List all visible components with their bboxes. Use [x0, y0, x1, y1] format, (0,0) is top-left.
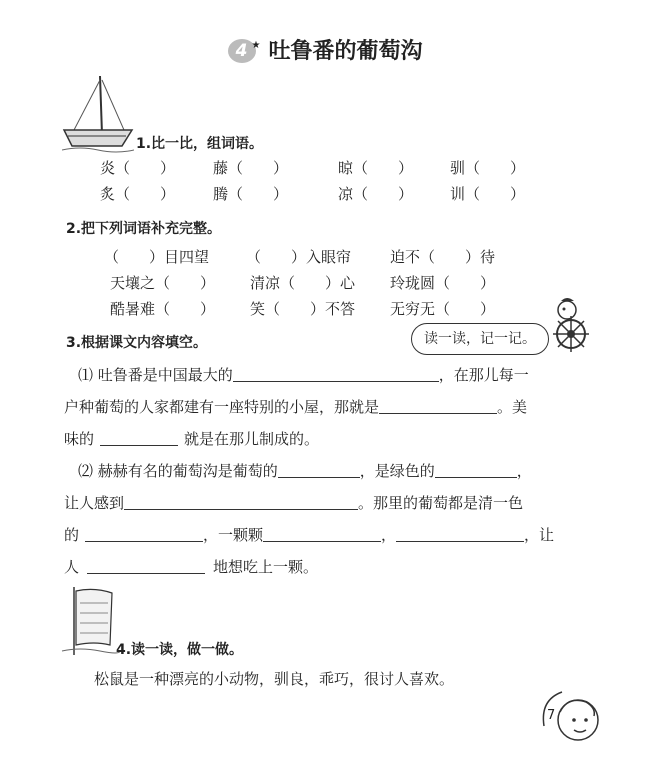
idiom-item: （ ）入眼帘 [246, 248, 352, 266]
speech-bubble: 读一读，记一记。 [411, 323, 549, 355]
fill-blank[interactable] [435, 463, 517, 478]
paragraph-line: 户种葡萄的人家都建有一座特别的小屋，那就是 。美 [64, 398, 528, 416]
idiom-item: 无穷无（ ） [390, 300, 496, 318]
paragraph-line: 人 地想吃上一颗。 [64, 558, 319, 576]
idiom-item: 迫不（ ）待 [390, 248, 496, 266]
bamboo-scroll-icon [60, 585, 120, 657]
fill-blank[interactable] [233, 367, 439, 382]
idiom-item: 清凉（ ）心 [250, 274, 356, 292]
fill-blank[interactable] [396, 527, 524, 542]
fill-blank[interactable] [278, 463, 360, 478]
fill-blank[interactable] [263, 527, 381, 542]
word-item: 训（ ） [450, 185, 526, 203]
fill-blank[interactable] [85, 527, 203, 542]
page-number: 7 [547, 708, 556, 723]
word-item: 藤（ ） [213, 159, 289, 177]
section3-heading: 3.根据课文内容填空。 [66, 335, 208, 351]
word-item: 腾（ ） [213, 185, 289, 203]
star-icon: ★ [251, 40, 261, 51]
word-item: 晾（ ） [338, 159, 414, 177]
reading-text: 松鼠是一种漂亮的小动物，驯良，乖巧，很讨人喜欢。 [94, 670, 455, 688]
paragraph-line: ⑴ 吐鲁番是中国最大的 ，在那儿每一 [78, 366, 529, 384]
fill-blank[interactable] [100, 431, 178, 446]
idiom-item: 酷暑难（ ） [110, 300, 216, 318]
lesson-title-text: 吐鲁番的葡萄沟 [268, 39, 423, 64]
idiom-item: （ ）目四望 [104, 248, 210, 266]
word-item: 驯（ ） [450, 159, 526, 177]
lesson-title [0, 34, 650, 65]
fill-blank[interactable] [379, 399, 497, 414]
section4-heading: 4.读一读，做一做。 [116, 642, 244, 658]
word-item: 炙（ ） [100, 185, 176, 203]
fill-blank[interactable] [87, 559, 205, 574]
section1-heading: 1.比一比，组词语。 [136, 136, 264, 152]
lesson-number-badge: 4 [228, 39, 256, 63]
idiom-item: 天壤之（ ） [110, 274, 216, 292]
idiom-item: 笑（ ）不答 [250, 300, 356, 318]
paragraph-line: 味的 就是在那儿制成的。 [64, 430, 320, 448]
paragraph-line: 的 ，一颗颗 ， ，让 [64, 526, 555, 544]
section2-heading: 2.把下列词语补充完整。 [66, 221, 222, 237]
word-item: 凉（ ） [338, 185, 414, 203]
paragraph-line: 让人感到 。那里的葡萄都是清一色 [64, 494, 524, 512]
cartoon-steering-wheel-icon [545, 296, 595, 354]
word-item: 炎（ ） [100, 159, 176, 177]
fill-blank[interactable] [124, 495, 358, 510]
sailboat-icon [62, 72, 134, 154]
paragraph-line: ⑵ 赫赫有名的葡萄沟是葡萄的 ，是绿色的 ， [78, 462, 532, 480]
idiom-item: 玲珑圆（ ） [390, 274, 496, 292]
